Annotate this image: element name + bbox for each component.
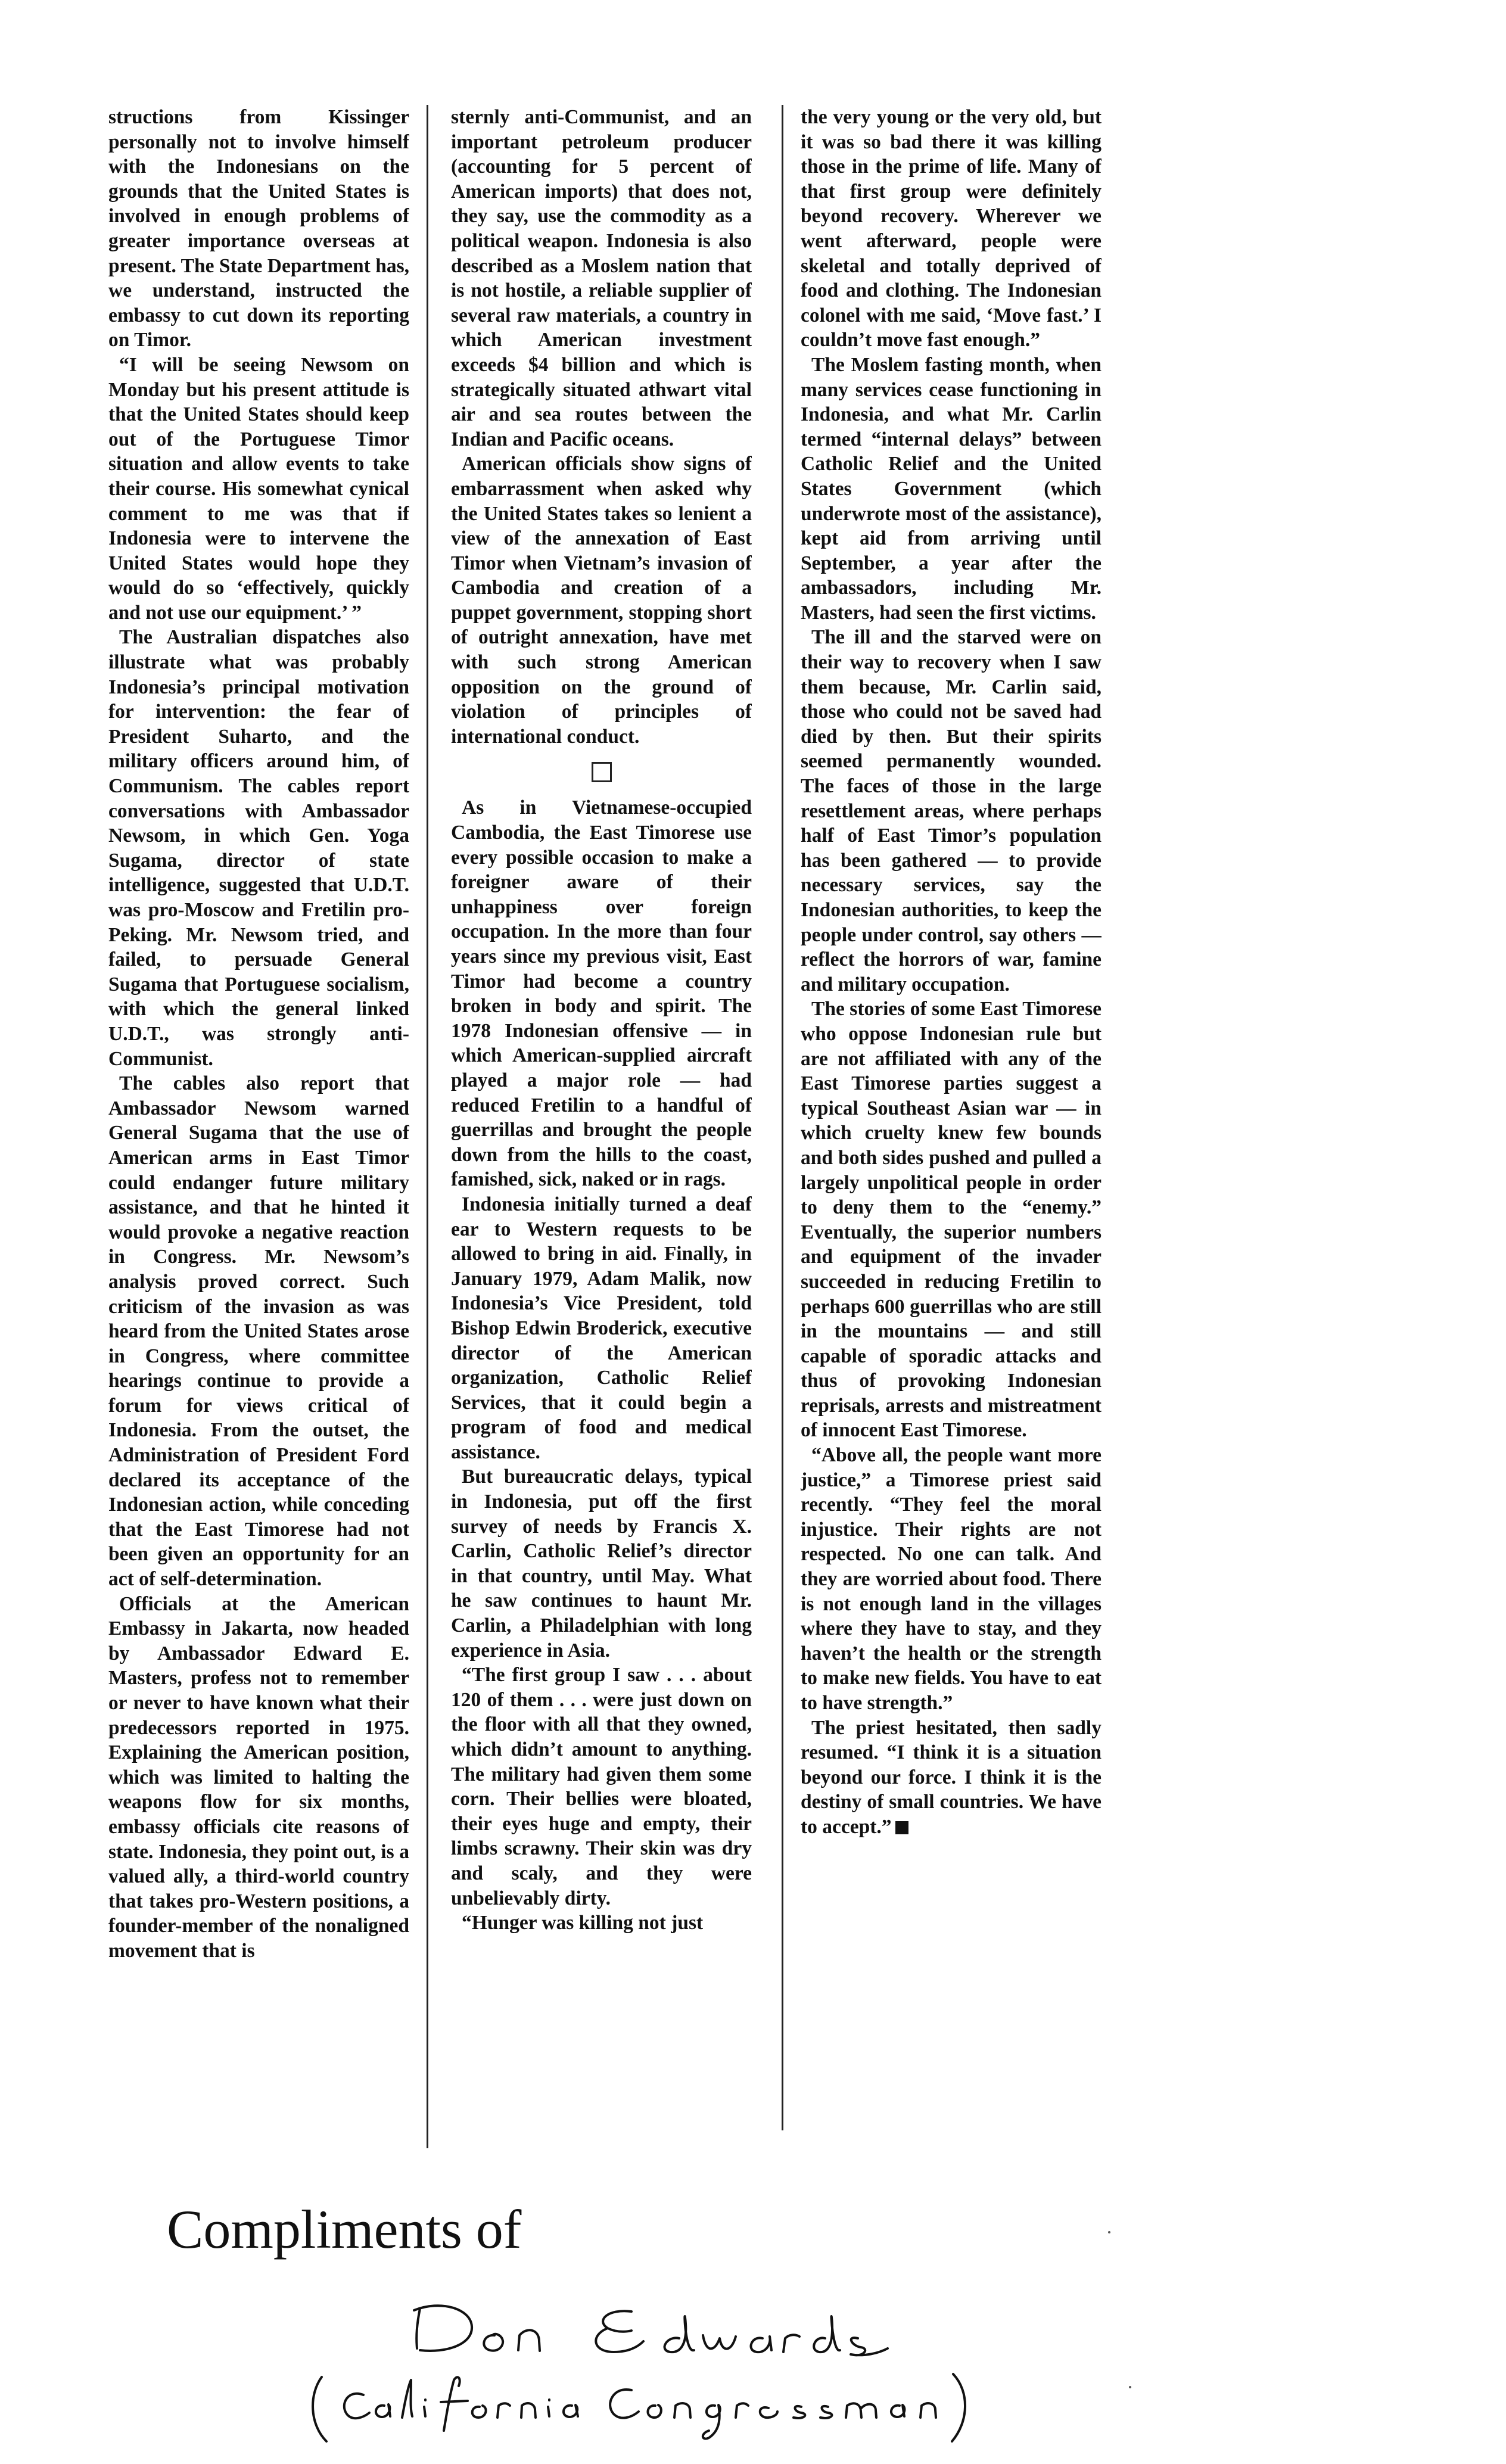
article-paragraph: The stories of some East Timorese who oppose Indonesian rule but are not affiliated with any of the East Timorese parties suggest a typical Southeast Asian war — in which cruelty knew few bounds and both sides pushed and pulled a largely unpolitical people in order to deny them to the “enemy.” Eventually, the superior numbers and equipment of the invader succeeded in reducing Fretilin to perhaps 600 guerrillas who are still in the mountains — and still capable of sporadic attacks and thus of provoking Indonesian reprisals, arrests and mistreatment of innocent East Timorese. bbox=[801, 998, 1102, 1442]
article-paragraph: As in Vietnamese-occupied Cambodia, the East Timorese use every possible occasion to make a foreigner aware of their unhappiness over foreign occupation. In the more than four years since my previous visit, East Timor had become a country broken in body and spirit. The 1978 Indonesian offensive — in which American-supplied aircraft played a major role — had reduced Fretilin to a handful of guerrillas and brought the people down from the hills to the coast, famished, sick, naked or in rags. bbox=[451, 797, 752, 1191]
handwritten-signature bbox=[298, 2252, 1191, 2443]
article-paragraph: the very young or the very old, but it was so bad there it was killing those in the prime of life. Many of that first group were definitely beyond recovery. Wherever we went afterward, people were skeletal and totally deprived of food and clothing. The Indonesian colonel with me said, ‘Move fast.’ I couldn’t move fast enough.” bbox=[801, 106, 1102, 351]
compliments-heading: Compliments of bbox=[167, 2199, 522, 2260]
column-2-lower bbox=[451, 795, 752, 1935]
article-paragraph: “The first group I saw . . . about 120 of them . . . were just down on the floor with all that they owned, which didn’t amount to anything. The military had given them some corn. Their bellies were bloated, their eyes huge and empty, their limbs scrawny. Their skin was dry and scaly, and they were unbelievably dirty. bbox=[451, 1664, 752, 1909]
paper-speck bbox=[1129, 2386, 1131, 2388]
article-paragraph: American officials show signs of embarrassment when asked why the United States takes so lenient a view of the annexation of East Timor when Vietnam’s invasion of Cambodia and creation of a puppet government, stopping short of outright annexation, have met with such strong American opposition on the ground of violation of principles of international conduct. bbox=[451, 453, 752, 748]
article-column-1 bbox=[108, 105, 409, 2154]
article-paragraph: “I will be seeing Newsom on Monday but his present attitude is that the United States should keep out of the Portuguese Timor situation and allow events to take their course. His somewhat cynical comment to me was that if Indonesia were to intervene the United States would hope they would do so ‘effectively, quickly and not use our equipment.’ ” bbox=[108, 353, 409, 624]
column-rule bbox=[782, 105, 783, 2130]
article-paragraph: The Moslem fasting month, when many services cease functioning in Indonesia, and what Mr. Carlin termed “internal delays” between Catholic Relief and the United States Government (which underwrote most of the assistance), kept aid from arriving until September, a year after the ambassadors, including Mr. Masters, had seen the first victims. bbox=[801, 353, 1102, 624]
column-2-upper bbox=[451, 105, 752, 749]
paper-speck bbox=[1108, 2231, 1110, 2233]
article-paragraph: Officials at the American Embassy in Jakarta, now headed by Ambassador Edward E. Masters, profess not to remember or never to have known what their predecessors reported in 1975. Explaining the American position, which was limited to halting the weapons flow for six months, embassy officials cite reasons of state. Indonesia, they point out, is a valued ally, a third-world country that takes pro-Western positions, a founder-member of the nonaligned movement that is bbox=[108, 1592, 409, 1962]
article-paragraph: The priest hesitated, then sadly resumed. “I think it is a situation beyond our force. I think it is the destiny of small countries. We have to accept.” bbox=[801, 1716, 1102, 1838]
article-paragraph: The cables also report that Ambassador Newsom warned General Sugama that the use of American arms in East Timor could endanger future military assistance, and that he hinted it would provoke a negative reaction in Congress. Mr. Newsom’s analysis proved correct. Such criticism of the invasion as was heard from the United States arose in Congress, where committee hearings continue to provide a forum for views critical of Indonesia. From the outset, the Administration of President Ford declared its acceptance of the Indonesian action, while conceding that the East Timorese had not been given an opportunity for an act of self-determination. bbox=[108, 1072, 409, 1591]
article-paragraph: structions from Kissinger personally not to involve himself with the Indonesians on the grounds that the United States is involved in enough problems of greater importance overseas at present. The State Department has, we understand, instructed the embassy to cut down its reporting on Timor. bbox=[108, 106, 409, 351]
article-paragraph: “Hunger was killing not just bbox=[462, 1912, 704, 1934]
article-column-3 bbox=[801, 105, 1102, 2047]
article-paragraph: Indonesia initially turned a deaf ear to Western requests to be allowed to bring in aid. Finally, in January 1979, Adam Malik, now Indonesia’s Vice President, told Bishop Edwin Broderick, executive director of the American organization, Catholic Relief Services, that it could begin a program of food and medical assistance. bbox=[451, 1193, 752, 1463]
article-paragraph: But bureaucratic delays, typical in Indonesia, put off the first survey of needs by Francis X. Carlin, Catholic Relief’s director in that country, until May. What he saw continues to haunt Mr. Carlin, a Philadelphian with long experience in Asia. bbox=[451, 1466, 752, 1662]
article-paragraph: The Australian dispatches also illustrate what was probably Indonesia’s principal motivation for intervention: the fear of President Suharto, and the military officers around him, of Communism. The cables report conversations with Ambassador Newsom, in which Gen. Yoga Sugama, director of state intelligence, suggested that U.D.T. was pro-Moscow and Fretilin pro-Peking. Mr. Newsom tried, and failed, to persuade General Sugama that Portuguese socialism, with which the general linked U.D.T., was strongly anti-Communist. bbox=[108, 626, 409, 1070]
article-paragraph: The ill and the starved were on their way to recovery when I saw them because, Mr. Carlin said, those who could not be saved had died by then. But their spirits seemed permanently wounded. The faces of those in the large resettlement areas, where perhaps half of East Timor’s population has been gathered — to provide necessary services, say the Indonesian authorities, to keep the people under control, say others — reflect the horrors of war, famine and military occupation. bbox=[801, 626, 1102, 995]
column-rule bbox=[427, 105, 428, 2148]
article-column-2 bbox=[451, 105, 752, 2154]
article-paragraph: “Above all, the people want more justice,” a Timorese priest said recently. “They feel the moral injustice. Their rights are not respected. No one can talk. And they are worried about food. There is not enough land in the villages where they have to stay, and they haven’t the health or the strength to make new fields. You have to eat to have strength.” bbox=[801, 1444, 1102, 1714]
article-paragraph: sternly anti-Communist, and an important petroleum producer (accounting for 5 percent of American imports) that does not, they say, use the commodity as a political weapon. Indonesia is also described as a Moslem nation that is not hostile, a reliable supplier of several raw materials, a country in which American investment exceeds $4 billion and which is strategically situated athwart vital air and sea routes between the Indian and Pacific oceans. bbox=[451, 106, 752, 450]
section-break-box bbox=[592, 762, 612, 782]
end-of-article-mark bbox=[895, 1821, 908, 1834]
